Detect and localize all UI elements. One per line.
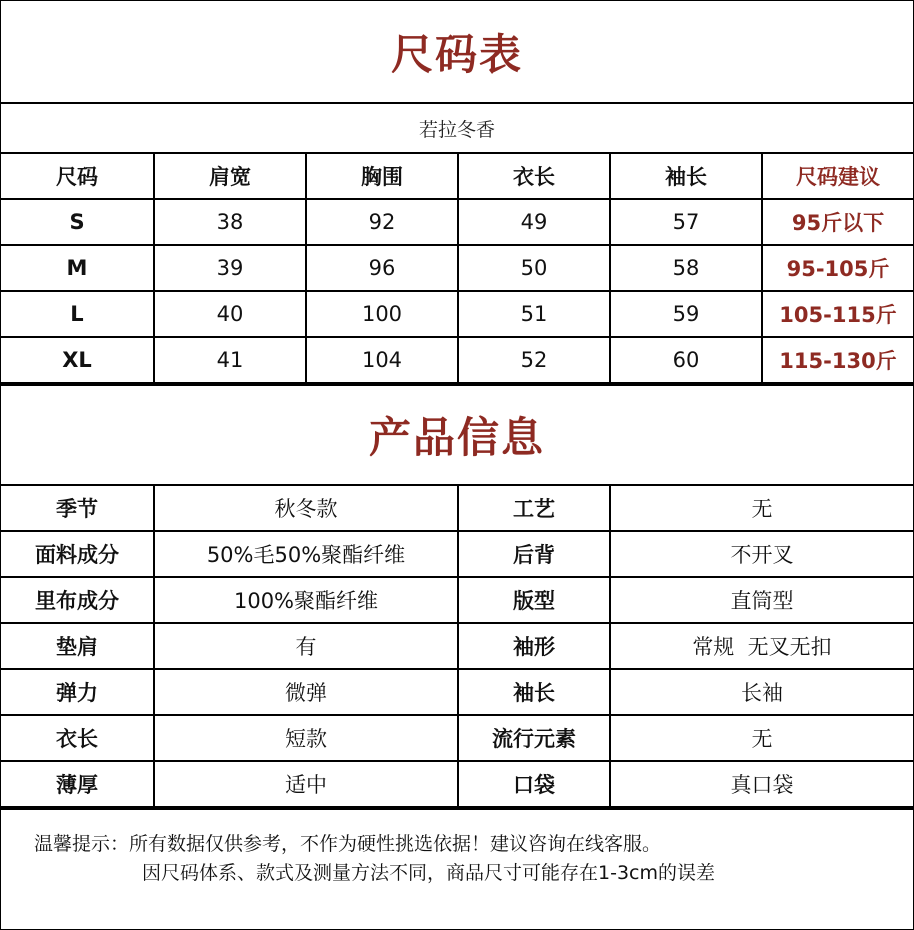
header-sleeve: 袖长: [610, 154, 762, 199]
attribute-value: 微弹: [154, 669, 458, 715]
sleeve-value: 57: [610, 199, 762, 245]
attribute-label: 后背: [458, 531, 610, 577]
table-row: [1, 486, 913, 531]
attribute-label: 衣长: [1, 715, 154, 761]
attribute-value: 无: [610, 486, 913, 531]
header-chest: 胸围: [306, 154, 458, 199]
size-table-header: [1, 154, 913, 199]
recommendation-value: 95斤以下: [762, 199, 913, 245]
attribute-value: 50%毛50%聚酯纤维: [154, 531, 458, 577]
size-label: M: [1, 245, 154, 291]
size-table: [1, 154, 913, 384]
attribute-label: 袖长: [458, 669, 610, 715]
recommendation-value: 115-130斤: [762, 337, 913, 383]
header-recommendation: 尺码建议: [762, 154, 913, 199]
length-value: 49: [458, 199, 610, 245]
attribute-value: 无: [610, 715, 913, 761]
attribute-label: 季节: [1, 486, 154, 531]
table-row: [1, 577, 913, 623]
header-length: 衣长: [458, 154, 610, 199]
product-info-title: 产品信息: [1, 384, 913, 486]
attribute-label: 版型: [458, 577, 610, 623]
attribute-label: 袖形: [458, 623, 610, 669]
table-row: [1, 531, 913, 577]
attribute-label: 流行元素: [458, 715, 610, 761]
recommendation-value: 95-105斤: [762, 245, 913, 291]
attribute-label: 面料成分: [1, 531, 154, 577]
attribute-label: 口袋: [458, 761, 610, 807]
attribute-value: 直筒型: [610, 577, 913, 623]
sleeve-value: 59: [610, 291, 762, 337]
attribute-label: 弹力: [1, 669, 154, 715]
shoulder-value: 41: [154, 337, 306, 383]
table-row: [1, 623, 913, 669]
length-value: 52: [458, 337, 610, 383]
attribute-label: 薄厚: [1, 761, 154, 807]
notes-line-2: 因尺码体系、款式及测量方法不同，商品尺寸可能存在1-3cm的误差: [142, 862, 715, 884]
table-row: [1, 337, 913, 383]
table-row: [1, 199, 913, 245]
header-size: 尺码: [1, 154, 154, 199]
table-row: [1, 761, 913, 807]
attribute-value: 100%聚酯纤维: [154, 577, 458, 623]
attribute-label: 垫肩: [1, 623, 154, 669]
sleeve-value: 60: [610, 337, 762, 383]
attribute-value: 不开叉: [610, 531, 913, 577]
shoulder-value: 38: [154, 199, 306, 245]
attribute-value: 适中: [154, 761, 458, 807]
brand-name: 若拉冬香: [1, 104, 913, 154]
table-row: [1, 245, 913, 291]
size-label: XL: [1, 337, 154, 383]
attribute-value: 有: [154, 623, 458, 669]
size-label: S: [1, 199, 154, 245]
table-row: [1, 715, 913, 761]
attribute-value: 真口袋: [610, 761, 913, 807]
attribute-label: 里布成分: [1, 577, 154, 623]
attribute-label: 工艺: [458, 486, 610, 531]
attribute-value: 短款: [154, 715, 458, 761]
size-chart-title: 尺码表: [1, 1, 913, 104]
header-shoulder: 肩宽: [154, 154, 306, 199]
shoulder-value: 39: [154, 245, 306, 291]
shoulder-value: 40: [154, 291, 306, 337]
attribute-value: 长袖: [610, 669, 913, 715]
chest-value: 100: [306, 291, 458, 337]
notes-line-1: 温馨提示：所有数据仅供参考，不作为硬性挑选依据！建议咨询在线客服。: [34, 833, 662, 855]
chest-value: 104: [306, 337, 458, 383]
recommendation-value: 105-115斤: [762, 291, 913, 337]
table-row: [1, 669, 913, 715]
size-label: L: [1, 291, 154, 337]
length-value: 51: [458, 291, 610, 337]
product-info-table: [1, 486, 913, 808]
table-row: [1, 291, 913, 337]
chest-value: 96: [306, 245, 458, 291]
sleeve-value: 58: [610, 245, 762, 291]
notes-section: [1, 808, 913, 888]
attribute-value: 秋冬款: [154, 486, 458, 531]
chest-value: 92: [306, 199, 458, 245]
attribute-value: 常规 无叉无扣: [610, 623, 913, 669]
length-value: 50: [458, 245, 610, 291]
